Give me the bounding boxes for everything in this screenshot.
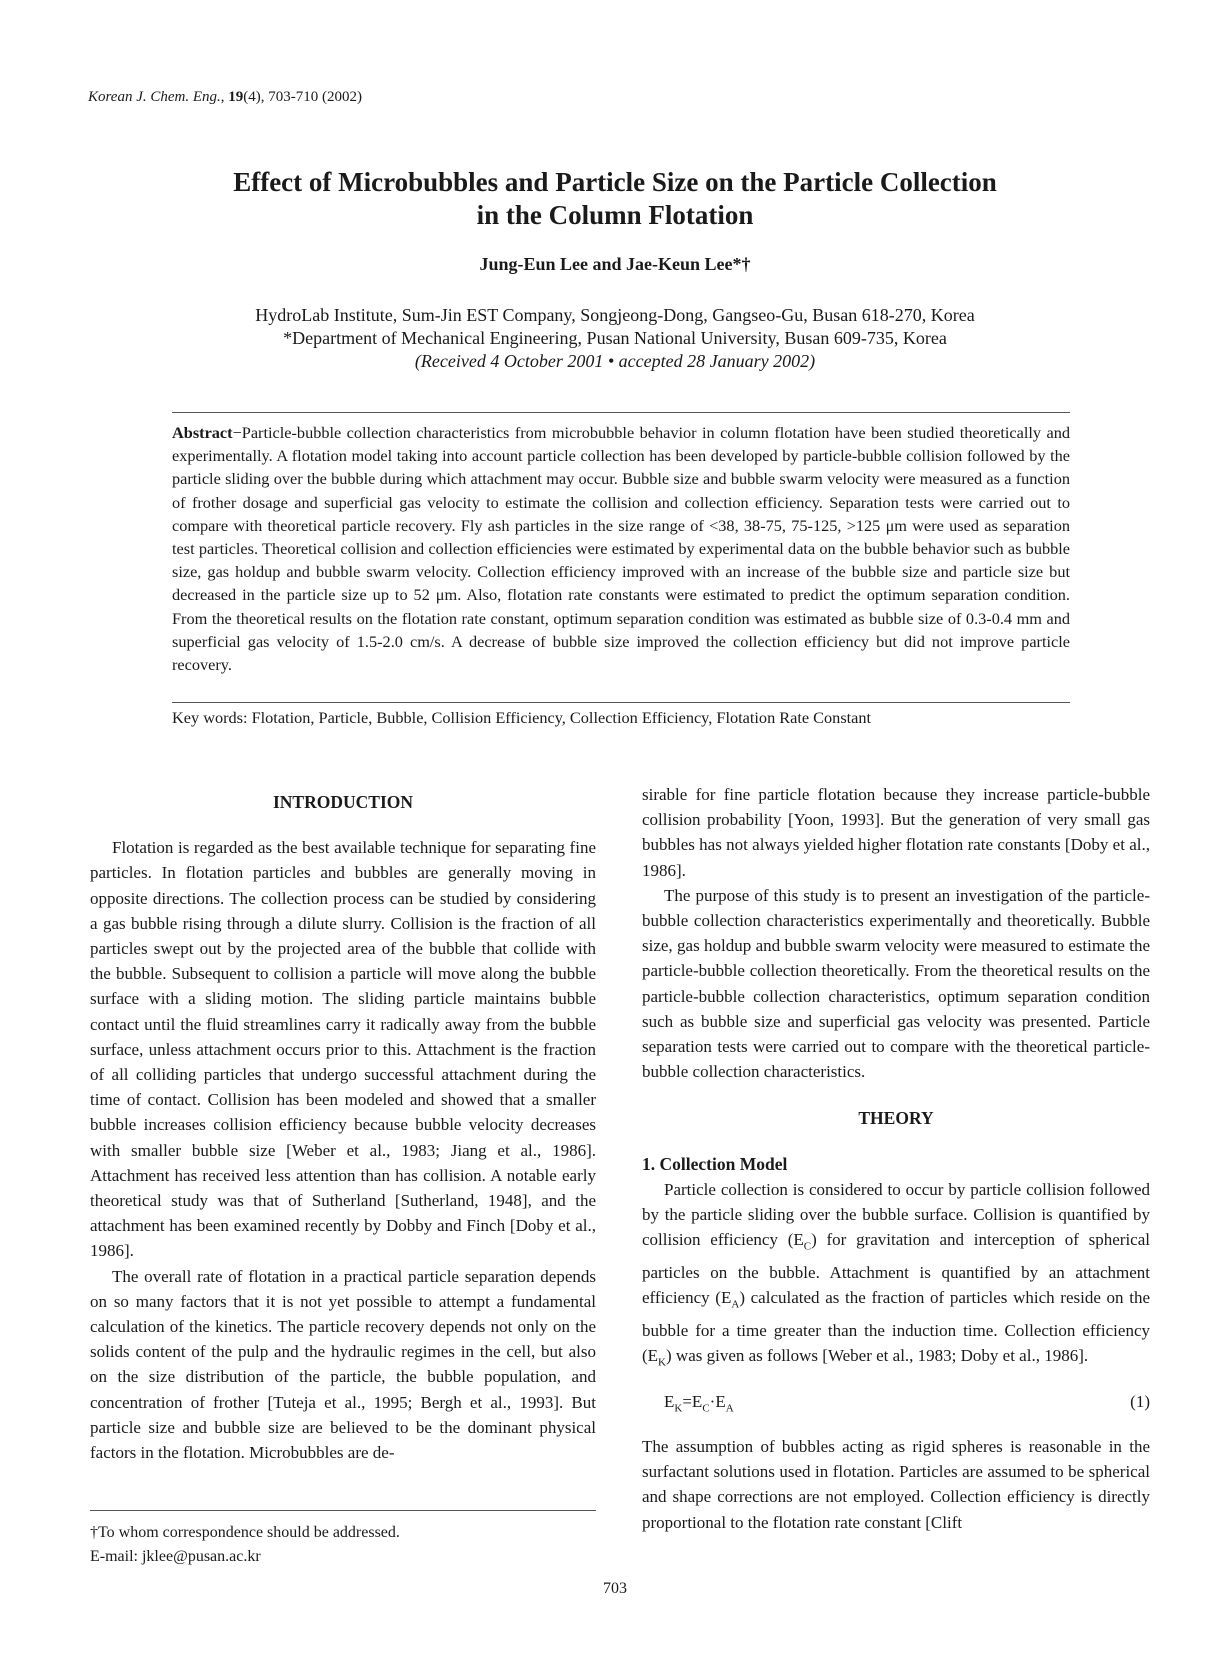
eq-lhs-sub: K: [674, 1402, 683, 1415]
eq-m2-sub: A: [725, 1402, 734, 1415]
eq-dot: ·E: [709, 1392, 726, 1412]
title-line-2: in the Column Flotation: [476, 200, 754, 230]
affiliation-2: *Department of Mechanical Engineering, Pusan National University, Busan 609-735, Korea: [283, 328, 947, 348]
equation-1: [642, 1389, 1150, 1422]
left-column: [90, 782, 596, 1465]
abstract-text: −Particle-bubble collection characteristics from microbubble behavior in column flotation have been studied theoretically and experimentally. A flotation model taking into account particle collection has been developed by particle-bubble collision followed by the particle sliding over the bubble during which attachment may occur. Bubble size and bubble swarm velocity were measured as a function of frother dosage and superficial gas velocity to estimate the collision and collection efficiency. Separation tests were carried out to compare with theoretical particle recovery. Fly ash particles in the size range of <38, 38-75, 75-125, >125 μm were used as separation test particles. Theoretical collision and collection efficiencies were estimated by experimental data on the bubble behavior such as bubble size, gas holdup and bubble swarm velocity. Collection efficiency improved with an increase of the bubble size and particle size but decreased in the particle size up to 52 μm. Also, flotation rate constants were estimated to predict the optimum separation condition. From the theoretical results on the flotation rate constant, optimum separation condition was estimated as bubble size of 0.3-0.4 mm and superficial gas velocity of 1.5-2.0 cm/s. A decrease of bubble size improved the collection efficiency but did not improve particle recovery.: [172, 423, 1070, 675]
theory-text-b: ) for gravitation and interception of spherical particles on the bubble. Attachment is quantified by an attachment efficiency (E: [642, 1230, 1150, 1308]
equation-body: [664, 1389, 734, 1422]
intro-paragraph-1: Flotation is regarded as the best available technique for separating fine particles. In flotation particles and bubbles are generally moving in opposite directions. The collection process can be studied by considering a gas bubble rising through a dilute slurry. Collision is the fraction of all particles swept out by the projected area of the bubble that collide with the bubble. Subsequent to collision a particle will move along the bubble surface with a sliding motion. The sliding particle maintains bubble contact until the fluid streamlines carry it radically away from the bubble surface, unless attachment occurs prior to this. Attachment is the fraction of all colliding particles that undergo successful attachment during the time of contact. Collision has been modeled and showed that a smaller bubble increases collision efficiency because bubble velocity decreases with smaller bubble size [Weber et al., 1983; Jiang et al., 1986]. Attachment has received less attention than has collision. A notable early theoretical study was that of Sutherland [Sutherland, 1948], and the attachment has been examined recently by Dobby and Finch [Doby et al., 1986].: [90, 838, 596, 1261]
journal-volume: 19: [228, 89, 244, 105]
right-column: [642, 782, 1150, 1535]
paper-title: [100, 166, 1130, 232]
page-number: 703: [603, 1580, 627, 1597]
affiliations: [100, 304, 1130, 373]
journal-reference: Korean J. Chem. Eng., 19(4), 703-710 (2002): [88, 89, 362, 105]
theory-paragraph-1: [642, 1177, 1150, 1376]
abstract: [172, 421, 1070, 676]
journal-name: Korean J. Chem. Eng.: [88, 89, 221, 105]
intro-paragraph-2: The overall rate of flotation in a practical particle separation depends on so many factors that it is not yet possible to attempt a fundamental calculation of the kinetics. The particle recovery depends not only on the solids content of the pulp and the hydraulic regimes in the cell, but also on the size distribution of the particle, the bubble population, and concentration of frother [Tuteja et al., 1995; Bergh et al., 1993]. But particle size and bubble size are believed to be the dominant physical factors in the flotation. Microbubbles are de-: [90, 1266, 596, 1463]
footnote: [90, 1521, 596, 1569]
collection-model-heading: 1. Collection Model: [642, 1153, 788, 1174]
theory-text-c: ) calculated as the fraction of particles which reside on the bubble for a time greater than the induction time. Collection efficiency (E: [642, 1288, 1150, 1365]
eq-m1-sub: C: [702, 1402, 710, 1415]
equation-number: (1): [1130, 1392, 1150, 1412]
abstract-label: Abstract: [172, 423, 233, 442]
introduction-heading: INTRODUCTION: [272, 792, 414, 812]
footnote-correspondence: †To whom correspondence should be addressed.: [90, 1524, 400, 1541]
keywords: Key words: Flotation, Particle, Bubble, Collision Efficiency, Collection Efficiency, Flotation Rate Constant: [172, 708, 872, 727]
affiliation-1: HydroLab Institute, Sum-Jin EST Company, Songjeong-Dong, Gangseo-Gu, Busan 618-270, Korea: [255, 305, 975, 325]
right-paragraph-1: sirable for fine particle flotation because they increase particle-bubble collision probability [Yoon, 1993]. But the generation of very small gas bubbles has not always yielded higher flotation rate constants [Doby et al., 1986].: [642, 785, 1150, 880]
authors: Jung-Eun Lee and Jae-Keun Lee*†: [479, 254, 751, 274]
title-line-1: Effect of Microbubbles and Particle Size on the Particle Collection: [233, 167, 997, 197]
theory-heading: THEORY: [858, 1108, 934, 1129]
journal-issue-pages: (4), 703-710 (2002): [243, 89, 362, 105]
abstract-bottom-rule: [172, 702, 1070, 703]
right-paragraph-2: The purpose of this study is to present an investigation of the particle-bubble collection characteristics experimentally and theoretically. Bubble size, gas holdup and bubble swarm velocity were measured to estimate the particle-bubble collection theoretically. From the theoretical results on the particle-bubble collection characteristics, optimum separation condition such as bubble size and superficial gas velocity was presented. Particle separation tests were carried out to compare with the theoretical particle-bubble collection characteristics.: [642, 885, 1150, 1082]
theory-text-d: ) was given as follows [Weber et al., 1983; Doby et al., 1986].: [666, 1345, 1089, 1365]
footnote-rule: [90, 1510, 596, 1511]
subscript-k: K: [658, 1356, 666, 1369]
theory-paragraph-2: The assumption of bubbles acting as rigid spheres is reasonable in the surfactant solutions used in flotation. Particles are assumed to be spherical and shape corrections are not employed. Collection efficiency is directly proportional to the flotation rate constant [Clift: [642, 1437, 1150, 1532]
eq-equals: =E: [682, 1392, 703, 1412]
eq-lhs: E: [664, 1392, 675, 1412]
abstract-top-rule: [172, 412, 1070, 413]
received-dates: (Received 4 October 2001 • accepted 28 January 2002): [414, 351, 816, 371]
subscript-a: A: [731, 1298, 740, 1311]
theory-text-a: Particle collection is considered to occur by particle collision followed by the particle sliding over the bubble surface. Collision is quantified by collision efficiency (E: [642, 1179, 1150, 1250]
subscript-c: C: [803, 1240, 812, 1253]
footnote-email: E-mail: jklee@pusan.ac.kr: [90, 1548, 261, 1565]
